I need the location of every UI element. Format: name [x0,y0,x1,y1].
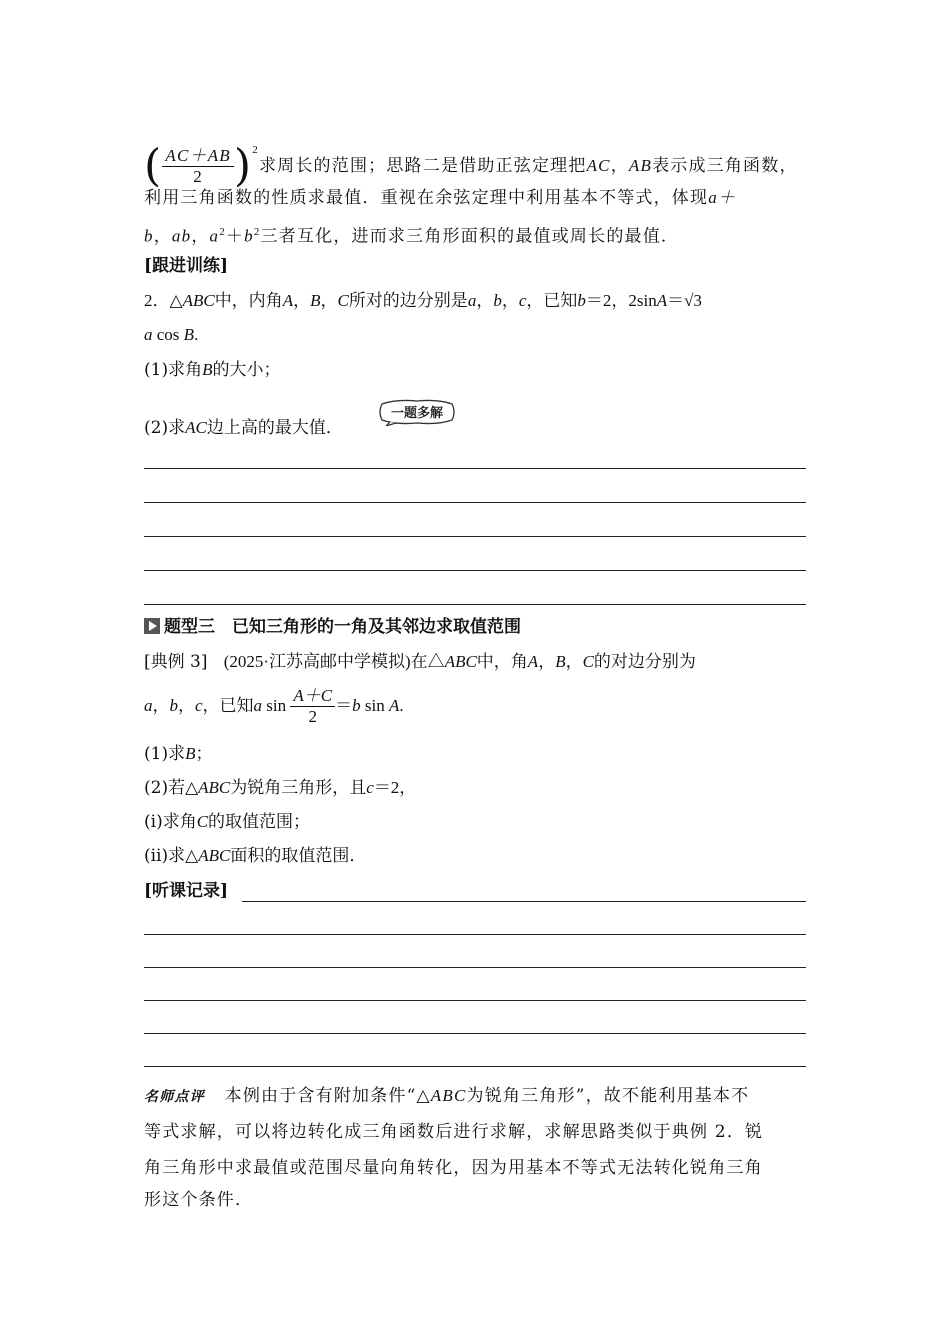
exponent: 2 [219,226,226,238]
text: ， [501,291,519,311]
var-ab: AB [628,156,653,175]
var-abc: ABC [182,291,215,310]
fraction-ac-ab [162,146,234,187]
text: 的对边分别为 [593,652,696,672]
text: . [194,325,199,344]
example-3-sub-2 [144,776,806,800]
text: 中，内角 [214,291,283,311]
var-ac: AC [586,156,611,175]
exponent: 2 [252,144,259,156]
source: (2025·江苏高邮中学模拟)在△ [223,652,445,671]
text: (ⅰ)求角 [144,812,197,832]
text: sin [262,696,291,715]
var: B [555,652,566,671]
notes-line [144,934,806,935]
example-3-sub-2-i [144,810,806,834]
comment-line-4: 形这个条件． [144,1190,254,1210]
text: . [399,696,404,715]
text: ， [610,156,629,176]
question-2-line-2 [144,323,806,347]
intro-line-1 [144,122,806,192]
text: ， [178,696,195,716]
notes-line [242,901,806,902]
fraction-numerator: AC＋AB [162,146,234,167]
notes-line [144,967,806,968]
text: ＝2，2sin [585,291,657,310]
fraction-numerator: A＋C [290,686,335,707]
text: ， [153,226,172,247]
text: ， [538,652,556,672]
text: 求周长的范围；思路二是借助正弦定理把 [258,156,587,176]
answer-line [144,502,806,503]
var-b: b [144,226,154,246]
text: ，已知 [202,696,254,716]
var: a [144,325,153,344]
answer-line [144,536,806,537]
play-arrow-icon [144,618,160,634]
var: b [493,291,502,310]
var-b: b [244,226,254,246]
answer-line [144,570,806,571]
badge-label: 一题多解 [390,406,444,421]
text: 的取值范围； [208,812,311,832]
var-abc: ABC [198,846,231,865]
text: ； [195,744,213,764]
text: 中，角 [476,652,528,672]
one-problem-many-solutions-badge [376,398,458,426]
text: 的大小； [212,360,281,380]
answer-line [144,604,806,605]
example-3-sub-2-ii [144,844,806,868]
var: a [467,291,477,310]
question-2-line-1 [144,289,806,313]
text: 为锐角三角形”，故不能利用基本不 [466,1086,750,1106]
text: (1)求 [144,744,186,764]
text: ， [320,291,338,311]
text: 为锐角三角形，且 [230,778,367,798]
text: ， [293,291,311,311]
text: ＋ [225,226,245,247]
var: C [337,291,349,310]
text: (2)求 [144,418,186,438]
expr: a＋ [708,188,737,207]
notes-label: [听课记录] [144,881,229,901]
text: ＝ [667,291,685,311]
var-a: a [209,226,220,246]
var: A [527,652,539,671]
fraction-denominator: 2 [193,167,203,186]
var: b [169,696,178,715]
var: AC [185,418,207,437]
text: 利用三角函数的性质求最值．重视在余弦定理中利用基本不等式，体现 [144,188,709,208]
var: c [195,696,203,715]
example-label: [典例 3] [144,652,208,672]
text: ＝2， [373,778,417,797]
comment-label: 名师点评 [144,1089,205,1105]
text: 所对的边分别是 [348,291,468,311]
intro-line-3 [144,220,806,249]
text: (2)若△ [144,778,199,798]
var: b [577,291,586,310]
var: A [656,291,668,310]
text: 面积的取值范围． [230,846,367,866]
var: B [310,291,321,310]
var: b [352,696,361,715]
text: cos [152,325,184,344]
intro-line-2 [144,186,806,210]
text: 边上高的最大值． [206,418,343,438]
comment-line-3: 角三角形中求最值或范围尽量向角转化，因为用基本不等式无法转化锐角三角 [144,1158,763,1178]
text: ， [476,291,494,311]
var-ab: ab [171,226,192,246]
text: 表示成三角函数， [652,156,798,176]
example-3-line-2 [144,682,806,730]
answer-line [144,468,806,469]
var: B [183,325,195,344]
question-number: 2． [144,291,170,310]
fraction-denominator: 2 [308,707,317,726]
var: c [366,778,374,797]
notes-line [144,1033,806,1034]
var-abc: ABC [444,652,477,671]
text: ＝ [335,696,353,716]
sub-question-2 [144,416,806,440]
fraction-a-plus-c [290,686,335,727]
text: (ⅱ)求△ [144,846,199,866]
var: C [582,652,594,671]
example-3-sub-1 [144,742,806,766]
var: A [388,696,400,715]
var: a [253,696,263,715]
text: ， [565,652,583,672]
comment-line-2: 等式求解，可以将边转化成三角函数后进行求解，求解思路类似于典例 2．锐 [144,1122,764,1142]
exponent: 2 [253,226,261,238]
example-3-line-1 [144,650,806,674]
sqrt-3: √3 [684,291,702,310]
text: (1)求角 [144,360,203,380]
var-abc: ABC [430,1086,467,1105]
var: B [185,744,196,763]
text: 本例由于含有附加条件“△ [224,1086,431,1106]
var: a [144,696,153,715]
text: sin [360,696,389,715]
var: A [282,291,294,310]
text: ， [152,696,170,716]
practice-heading: [跟进训练] [144,256,229,276]
var: c [518,291,527,310]
sub-question-1 [144,358,806,382]
text: ，已知 [526,291,578,311]
section-title-text: 题型三 已知三角形的一角及其邻边求取值范围 [164,617,521,637]
var: B [202,360,213,379]
left-paren: ( [144,140,163,192]
section-title [144,615,806,639]
text: △ [169,291,183,311]
var-abc: ABC [198,778,231,797]
text: 三者互化，进而求三角形面积的最值或周长的最值． [260,226,680,247]
comment-line-1 [144,1084,806,1109]
notes-line [144,1000,806,1001]
text: ， [191,226,210,247]
notes-line [144,1066,806,1067]
right-paren: ) [233,140,253,192]
var: C [196,812,209,831]
